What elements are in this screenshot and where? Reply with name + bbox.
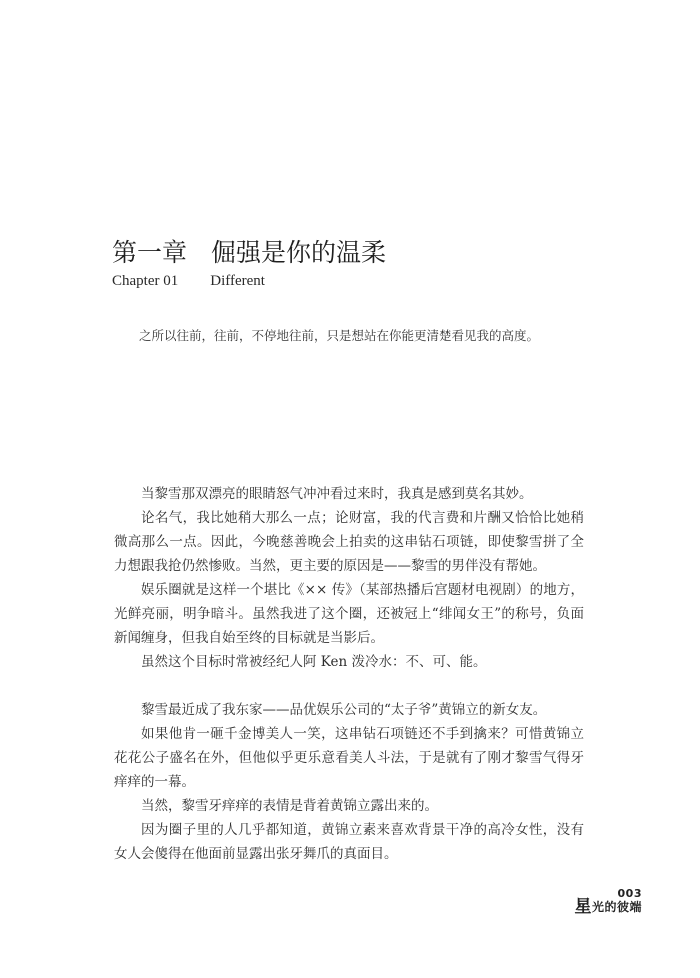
chapter-title xyxy=(112,238,386,268)
paragraph: 黎雪最近成了我东家——品优娱乐公司的“太子爷”黄锦立的新女友。 xyxy=(141,702,547,718)
paragraph: 如果他肯一砸千金博美人一笑，这串钻石项链还不手到擒来？可惜黄锦立花花公子盛名在外，但他似乎更乐意看美人斗法，于是就有了刚才黎雪气得牙痒痒的一幕。 xyxy=(114,726,584,790)
chapter-subtitle xyxy=(112,273,265,290)
page-folio xyxy=(574,887,642,917)
section-break xyxy=(114,674,584,698)
paragraph: 娱乐圈就是这样一个堪比《×× 传》（某部热播后宫题材电视剧）的地方，光鲜亮丽，明争暗斗。虽然我进了这个圈，还被冠上“绯闻女王”的称号，负面新闻缠身，但我自始至终的目标就是当影后。 xyxy=(114,582,584,646)
chapter-en-number: Chapter 01 xyxy=(112,273,179,289)
paragraph: 当然，黎雪牙痒痒的表情是背着黄锦立露出来的。 xyxy=(141,798,438,814)
paragraph: 虽然这个目标时常被经纪人阿 Ken 泼冷水：不、可、能。 xyxy=(141,654,487,670)
paragraph: 因为圈子里的人几乎都知道，黄锦立素来喜欢背景干净的高冷女性，没有女人会傻得在他面前显露出张牙舞爪的真面目。 xyxy=(114,822,584,862)
chapter-title-text: 倔强是你的温柔 xyxy=(211,238,387,267)
chapter-en-title: Different xyxy=(210,273,265,289)
body-text xyxy=(114,482,584,866)
book-title-rest: 光的彼端 xyxy=(591,900,642,914)
chapter-number-label: 第一章 xyxy=(112,238,188,267)
page-number: 003 xyxy=(617,887,642,900)
paragraph: 当黎雪那双漂亮的眼睛怒气冲冲看过来时，我真是感到莫名其妙。 xyxy=(141,486,533,502)
paragraph: 论名气，我比她稍大那么一点；论财富，我的代言费和片酬又恰恰比她稍微高那么一点。因此，今晚慈善晚会上拍卖的这串钻石项链，即使黎雪拼了全力想跟我抢仍然惨败。当然，更主要的原因是——黎雪的男伴没有帮她。 xyxy=(114,510,584,574)
epigraph: 之所以往前，往前，不停地往前，只是想站在你能更清楚看见我的高度。 xyxy=(139,328,540,343)
book-title-first-char: 星 xyxy=(574,897,592,917)
running-book-title xyxy=(574,897,642,917)
